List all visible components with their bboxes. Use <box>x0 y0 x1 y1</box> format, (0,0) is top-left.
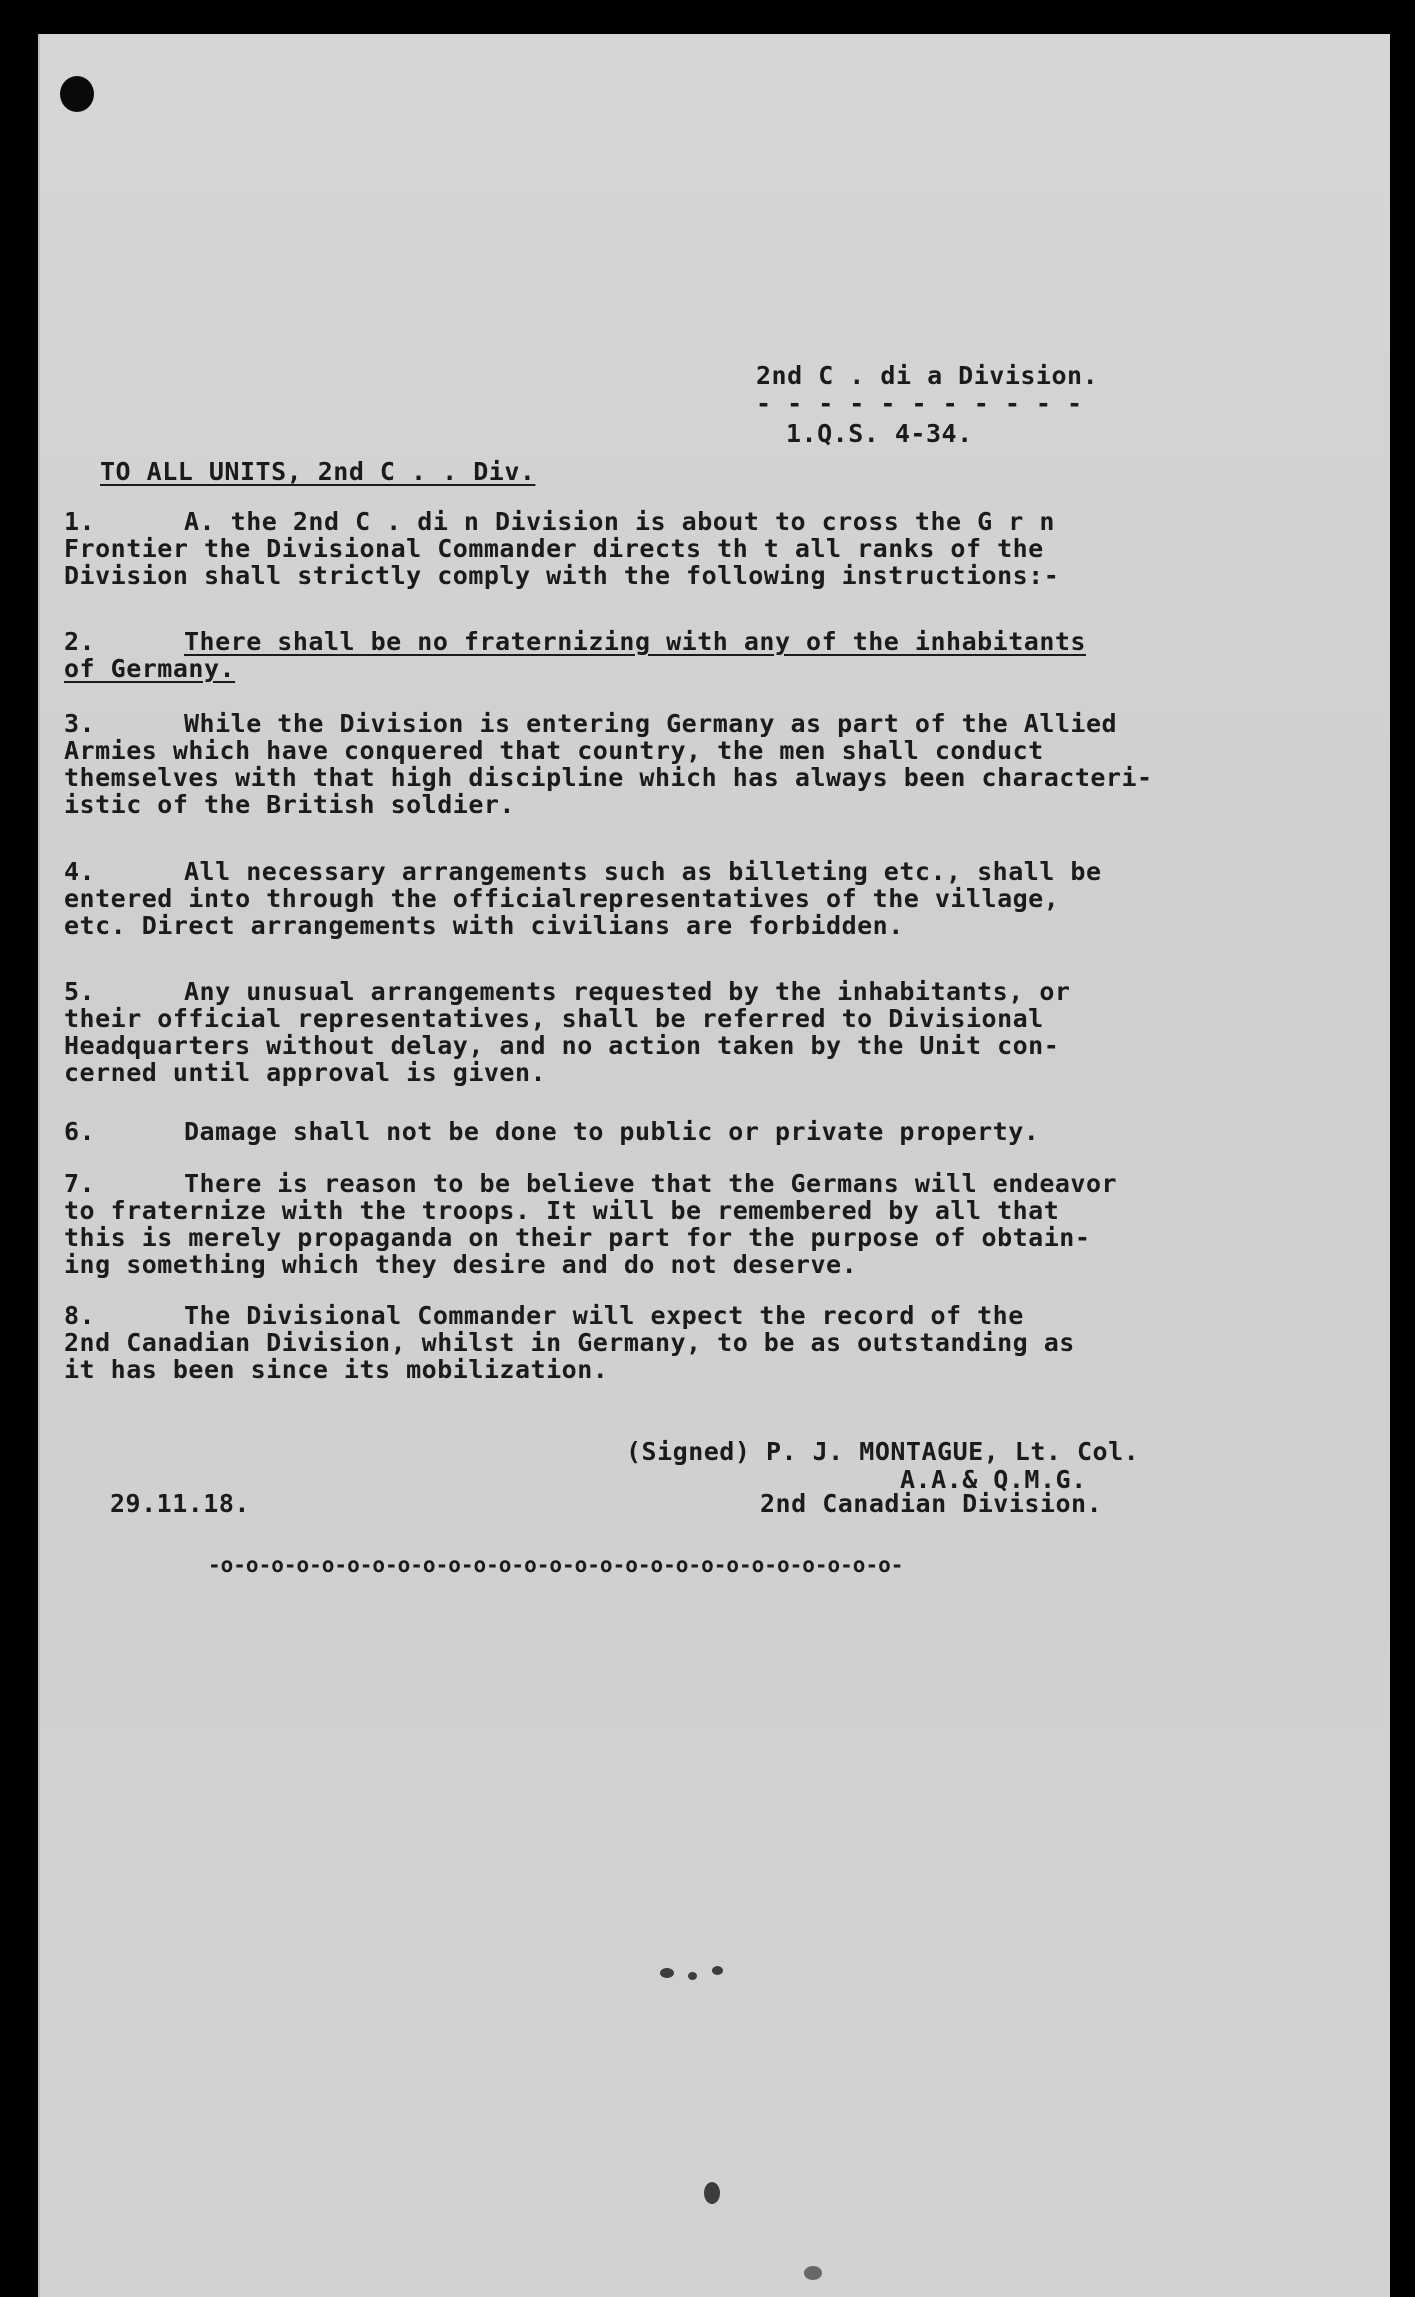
paragraph-number: 3. <box>64 709 96 738</box>
paragraph-text: There is reason to be believe that the Germans will endeavor <box>184 1169 1118 1198</box>
paragraph-2 <box>64 628 1264 682</box>
paragraph-line: their official representatives, shall be referred to Divisional <box>64 1004 1044 1033</box>
paragraph-line <box>64 1302 1264 1329</box>
paragraph-line: istic of the British soldier. <box>64 790 515 819</box>
ink-blot <box>688 1972 697 1980</box>
document-sheet <box>38 34 1390 2297</box>
paragraph-line: Division shall strictly comply with the following instructions:- <box>64 561 1060 590</box>
paragraph-line <box>64 628 1264 655</box>
paragraph-line: of Germany. <box>64 654 236 683</box>
paragraph-text: All necessary arrangements such as billeting etc., shall be <box>184 857 1102 886</box>
paragraph-3 <box>64 710 1264 818</box>
date: 29.11.18. <box>110 1489 250 1518</box>
paragraph-text: Damage shall not be done to public or private property. <box>184 1117 1040 1146</box>
paragraph-number: 1. <box>64 507 96 536</box>
paragraph-text: Any unusual arrangements requested by the inhabitants, or <box>184 977 1071 1006</box>
paragraph-line: Headquarters without delay, and no action taken by the Unit con- <box>64 1031 1060 1060</box>
ink-blot <box>712 1966 723 1975</box>
paragraph-line <box>64 858 1264 885</box>
paragraph-number: 2. <box>64 627 96 656</box>
paragraph-line: etc. Direct arrangements with civilians are forbidden. <box>64 911 904 940</box>
ink-blot <box>660 1968 674 1978</box>
paragraph-line: Frontier the Divisional Commander directs th t all ranks of the <box>64 534 1044 563</box>
closing-divider: -o-o-o-o-o-o-o-o-o-o-o-o-o-o-o-o-o-o-o-o-o-o-o-o-o-o-o- <box>208 1553 904 1577</box>
paragraph-line <box>64 710 1264 737</box>
paragraph-number: 4. <box>64 857 96 886</box>
paragraph-line: ing something which they desire and do not deserve. <box>64 1250 858 1279</box>
punch-hole <box>60 76 94 112</box>
paragraph-number: 6. <box>64 1117 96 1146</box>
paragraph-line: cerned until approval is given. <box>64 1058 547 1087</box>
paragraph-number: 8. <box>64 1301 96 1330</box>
paragraph-text: There shall be no fraternizing with any of the inhabitants <box>184 627 1086 656</box>
paragraph-line: it has been since its mobilization. <box>64 1355 609 1384</box>
paragraph-line: this is merely propaganda on their part for the purpose of obtain- <box>64 1223 1091 1252</box>
reference-number: 1.Q.S. 4-34. <box>786 419 973 448</box>
signature-unit: 2nd Canadian Division. <box>760 1489 1103 1518</box>
paragraph-line <box>64 1118 1264 1145</box>
paragraph-line <box>64 1170 1264 1197</box>
paragraph-6 <box>64 1118 1264 1145</box>
paragraph-8 <box>64 1302 1264 1383</box>
signature-rank: A.A.& Q.M.G. <box>900 1465 1087 1494</box>
paragraph-7 <box>64 1170 1264 1278</box>
paragraph-5 <box>64 978 1264 1086</box>
paragraph-number: 5. <box>64 977 96 1006</box>
paragraph-line: entered into through the officialrepresentatives of the village, <box>64 884 1060 913</box>
paragraph-line <box>64 978 1264 1005</box>
paragraph-text: The Divisional Commander will expect the record of the <box>184 1301 1024 1330</box>
paragraph-text: While the Division is entering Germany as part of the Allied <box>184 709 1118 738</box>
ink-blot <box>804 2266 822 2280</box>
addressee: TO ALL UNITS, 2nd C . . Div. <box>100 457 536 486</box>
paragraph-text: A. the 2nd C . di n Division is about to cross the G r n <box>184 507 1055 536</box>
signature-line: (Signed) P. J. MONTAGUE, Lt. Col. <box>626 1437 1140 1466</box>
heading-dashes: - - - - - - - - - - - <box>756 389 1083 418</box>
paragraph-number: 7. <box>64 1169 96 1198</box>
paragraph-4 <box>64 858 1264 939</box>
paragraph-1 <box>64 508 1264 589</box>
paragraph-line <box>64 508 1264 535</box>
division-heading: 2nd C . di a Division. <box>756 361 1099 390</box>
paragraph-line: Armies which have conquered that country, the men shall conduct <box>64 736 1044 765</box>
paragraph-line: to fraternize with the troops. It will be remembered by all that <box>64 1196 1060 1225</box>
paragraph-line: 2nd Canadian Division, whilst in Germany, to be as outstanding as <box>64 1328 1075 1357</box>
paragraph-line: themselves with that high discipline which has always been characteri- <box>64 763 1153 792</box>
ink-blot <box>704 2182 720 2204</box>
